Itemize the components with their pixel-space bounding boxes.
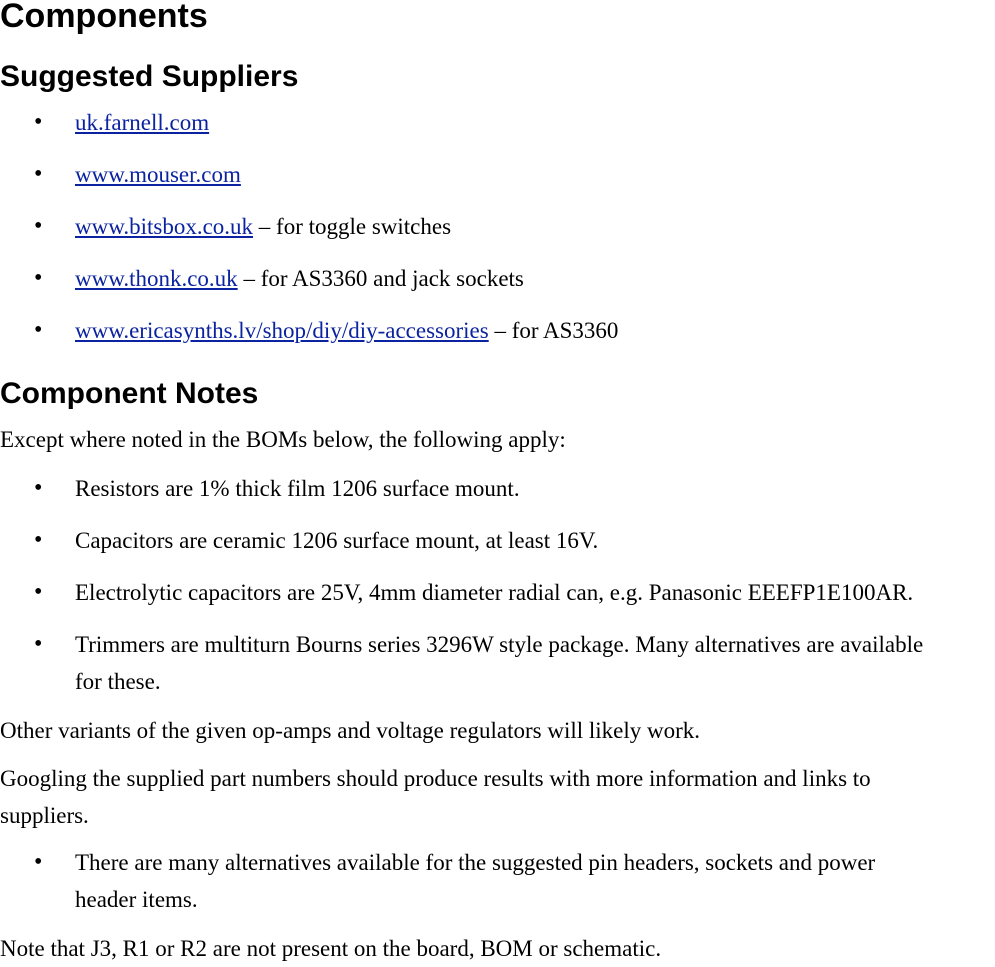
final-note: Note that J3, R1 or R2 are not present on the board, BOM or schematic.: [0, 936, 662, 961]
list-item-text: Electrolytic capacitors are 25V, 4mm diameter radial can, e.g. Panasonic EEEFP1E100AR.: [75, 580, 914, 605]
supplier-link-mouser[interactable]: www.mouser.com: [75, 162, 241, 187]
list-item-text: Trimmers are multiturn Bourns series 3296W style package. Many alternatives are available: [75, 632, 924, 657]
list-item-text: Capacitors are ceramic 1206 surface mount, at least 16V.: [75, 528, 599, 553]
bullet-icon: •: [34, 631, 43, 657]
bullet-icon: •: [34, 213, 43, 239]
list-item-text: for these.: [75, 669, 161, 694]
page-title: Components: [0, 0, 208, 35]
bullet-icon: •: [34, 579, 43, 605]
bullet-icon: •: [34, 161, 43, 187]
supplier-link-ericasynths[interactable]: www.ericasynths.lv/shop/diy/diy-accessories: [75, 318, 489, 343]
supplier-link-thonk[interactable]: www.thonk.co.uk: [75, 266, 238, 291]
supplier-note: – for toggle switches: [253, 214, 452, 239]
bullet-icon: •: [34, 317, 43, 343]
bullet-icon: •: [34, 109, 43, 135]
bullet-icon: •: [34, 527, 43, 553]
supplier-note: – for AS3360: [488, 318, 619, 343]
paragraph: suppliers.: [0, 803, 89, 828]
notes-intro: Except where noted in the BOMs below, the following apply:: [0, 427, 566, 452]
paragraph: Other variants of the given op-amps and voltage regulators will likely work.: [0, 718, 701, 743]
paragraph: Googling the supplied part numbers should produce results with more information and links to: [0, 766, 871, 791]
bullet-icon: •: [34, 849, 43, 875]
supplier-link-farnell[interactable]: uk.farnell.com: [75, 110, 210, 135]
bullet-icon: •: [34, 475, 43, 501]
list-item-text: header items.: [75, 887, 198, 912]
supplier-link-bitsbox[interactable]: www.bitsbox.co.uk: [75, 214, 254, 239]
list-item-text: Resistors are 1% thick film 1206 surface mount.: [75, 476, 520, 501]
bullet-icon: •: [34, 265, 43, 291]
notes-heading: Component Notes: [0, 377, 259, 410]
list-item-text: There are many alternatives available for the suggested pin headers, sockets and power: [75, 850, 876, 875]
suppliers-heading: Suggested Suppliers: [0, 60, 299, 93]
supplier-note: – for AS3360 and jack sockets: [237, 266, 524, 291]
